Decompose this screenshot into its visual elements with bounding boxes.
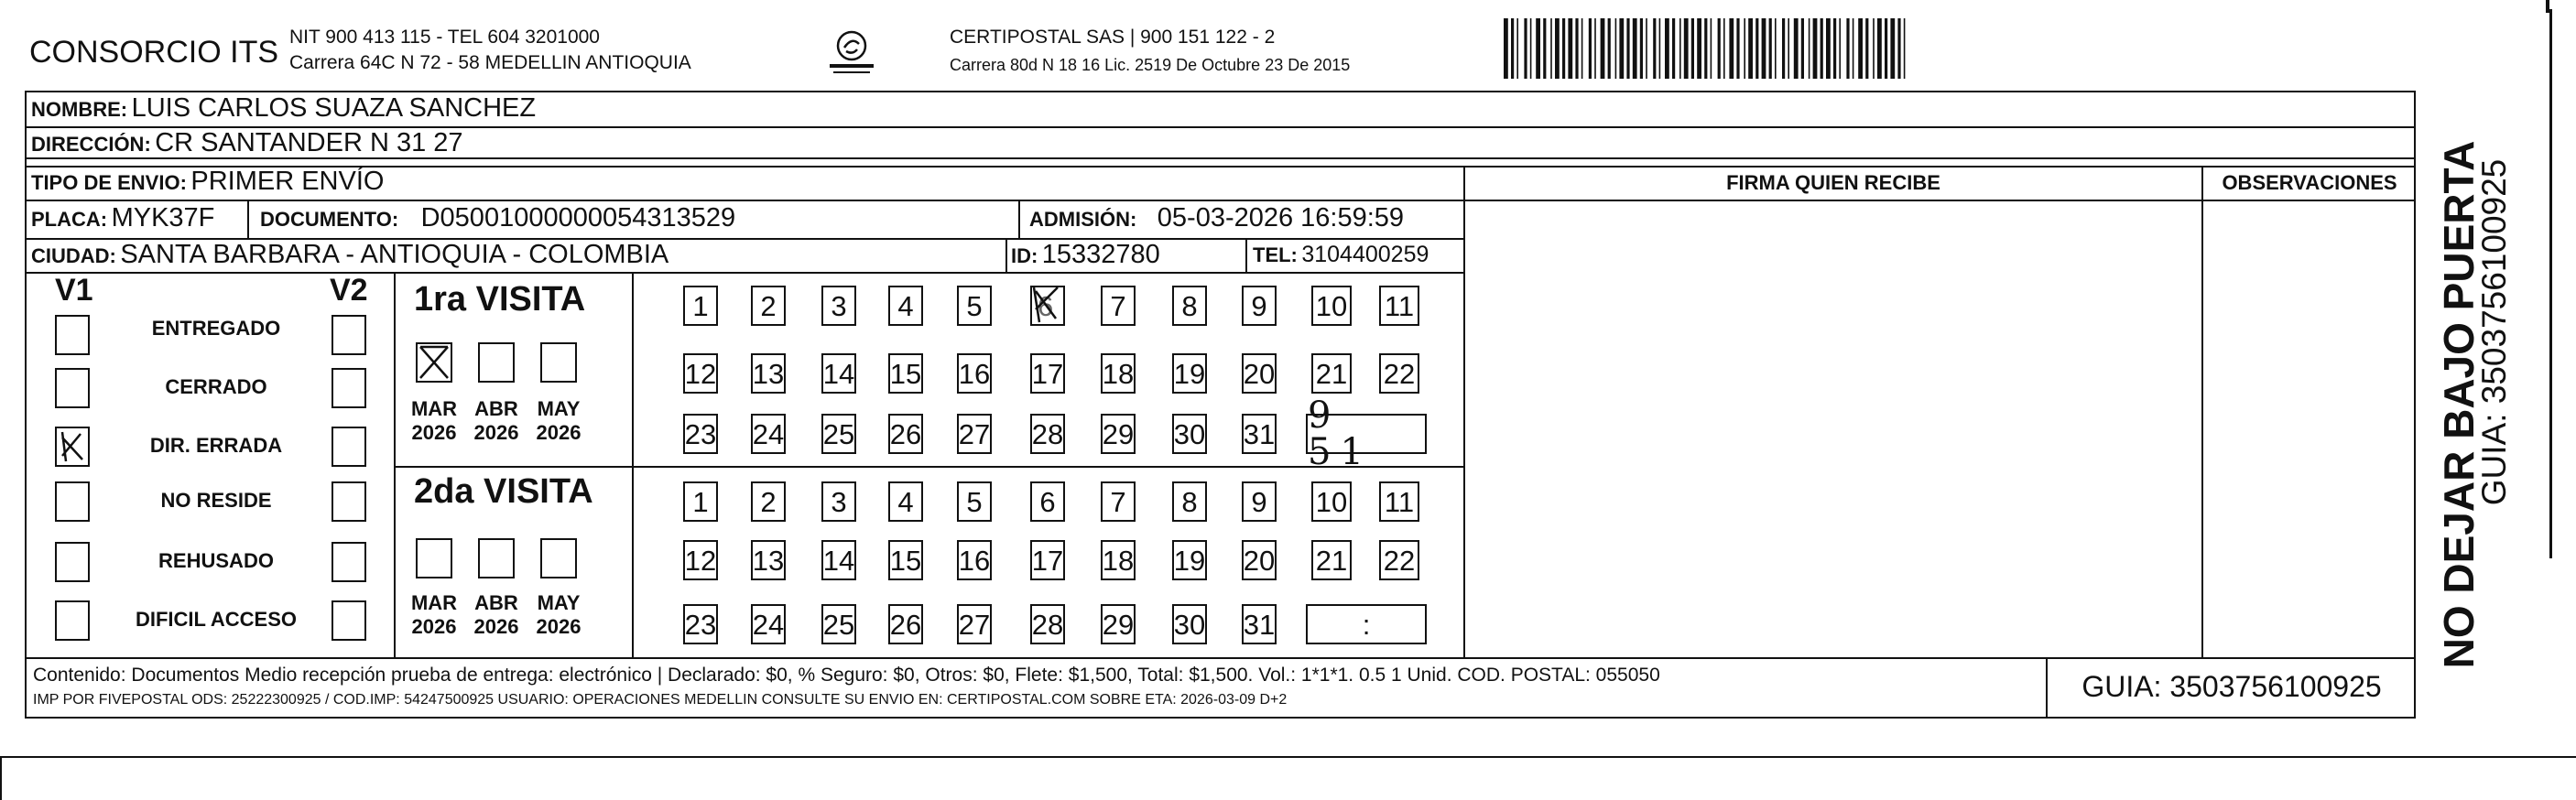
nombre-value: LUIS CARLOS SUAZA SANCHEZ	[131, 93, 537, 123]
v2-label: V2	[330, 273, 368, 308]
status-label: ENTREGADO	[151, 317, 281, 340]
divider	[247, 201, 249, 238]
v1-label: V1	[55, 273, 93, 308]
day-box[interactable]	[888, 540, 923, 580]
barcode-bar	[1877, 18, 1882, 79]
divider	[394, 273, 396, 657]
day-box[interactable]	[1172, 481, 1207, 522]
time-value: 9 51	[1308, 395, 1373, 473]
day-box[interactable]	[1030, 286, 1065, 326]
day-box[interactable]	[888, 414, 923, 454]
barcode-bar	[1826, 18, 1831, 79]
day-box[interactable]	[1101, 353, 1136, 394]
barcode-bar	[1524, 18, 1527, 79]
divider	[1005, 240, 1007, 273]
day-number: 2	[760, 289, 777, 322]
barcode-bar	[1619, 18, 1624, 79]
month-name: MAY	[537, 591, 581, 614]
day-box[interactable]	[888, 286, 923, 326]
barcode-bar	[1640, 18, 1643, 79]
day-box[interactable]	[821, 481, 856, 522]
day-number: 28	[1031, 608, 1064, 641]
day-number: 24	[752, 608, 785, 641]
barcode-bar	[1562, 18, 1565, 79]
status-v2-checkbox[interactable]	[332, 600, 366, 641]
barcode-bar	[1511, 18, 1514, 79]
day-number: 7	[1110, 485, 1126, 518]
day-number: 31	[1243, 417, 1276, 450]
barcode-bar	[1839, 18, 1841, 79]
divider	[25, 657, 2416, 659]
day-number: 25	[822, 608, 855, 641]
day-box[interactable]	[683, 353, 718, 394]
day-box[interactable]	[888, 604, 923, 644]
no-dejar-text: NO DEJAR BAJO PUERTA	[2435, 140, 2483, 669]
status-label: DIFICIL ACCESO	[135, 608, 297, 631]
barcode-bar	[1646, 18, 1647, 79]
day-box[interactable]	[683, 414, 718, 454]
placa-label: PLACA:	[31, 208, 108, 231]
day-box[interactable]	[957, 540, 992, 580]
nombre-row	[31, 93, 536, 124]
status-v2-checkbox[interactable]	[332, 315, 366, 355]
month-checkbox[interactable]	[416, 342, 452, 383]
day-number: 23	[684, 417, 717, 450]
barcode-bar	[1885, 18, 1887, 79]
day-box[interactable]	[1030, 481, 1065, 522]
page-bottom-border	[0, 756, 2576, 758]
barcode-bar	[1691, 18, 1694, 79]
day-number: 3	[831, 289, 847, 322]
status-v1-checkbox[interactable]	[55, 481, 90, 522]
day-number: 13	[752, 544, 785, 577]
day-box[interactable]	[821, 353, 856, 394]
barcode-bar	[1594, 18, 1596, 79]
day-number: 23	[684, 608, 717, 641]
barcode-bar	[1873, 18, 1875, 79]
barcode-bar	[1897, 18, 1900, 79]
day-box[interactable]	[1311, 286, 1352, 326]
day-number: 26	[889, 417, 922, 450]
barcode	[1502, 18, 1907, 79]
day-box[interactable]	[957, 604, 992, 644]
day-number: 11	[1384, 289, 1415, 322]
day-box[interactable]	[1242, 286, 1277, 326]
day-number: 30	[1173, 417, 1206, 450]
day-number: 11	[1384, 485, 1415, 518]
divider	[2201, 166, 2203, 658]
barcode-bar	[1809, 18, 1810, 79]
status-v2-checkbox[interactable]	[332, 542, 366, 582]
day-number: 15	[889, 544, 922, 577]
day-box[interactable]	[821, 414, 856, 454]
month-year: 2026	[536, 615, 582, 638]
day-number: 14	[822, 544, 855, 577]
barcode-bar	[1821, 18, 1823, 79]
id-value: 15332780	[1041, 240, 1160, 269]
tel-label: TEL:	[1253, 243, 1298, 266]
barcode-bar	[1568, 18, 1572, 79]
status-v2-checkbox[interactable]	[332, 427, 366, 467]
month-label	[407, 397, 462, 445]
barcode-bar	[1536, 18, 1540, 79]
day-box[interactable]	[888, 353, 923, 394]
day-number: 13	[752, 357, 785, 390]
status-v2-checkbox[interactable]	[332, 481, 366, 522]
month-year: 2026	[536, 421, 582, 444]
day-number: 22	[1383, 544, 1416, 577]
month-name: ABR	[474, 591, 518, 614]
status-v1-checkbox[interactable]	[55, 427, 90, 467]
month-label	[469, 591, 524, 639]
nombre-label: NOMBRE:	[31, 98, 128, 121]
firma-header: FIRMA QUIEN RECIBE	[1726, 171, 1940, 194]
month-name: ABR	[474, 397, 518, 420]
month-checkbox[interactable]	[540, 538, 577, 578]
day-box[interactable]	[1030, 604, 1065, 644]
day-box[interactable]	[683, 286, 718, 326]
barcode-bar	[1659, 18, 1661, 79]
day-number: 28	[1031, 417, 1064, 450]
month-name: MAR	[410, 397, 458, 420]
day-number: 16	[958, 357, 991, 390]
time-field[interactable]	[1306, 604, 1427, 644]
month-label	[531, 591, 586, 639]
divider	[1465, 200, 2416, 201]
divider	[1245, 240, 1247, 273]
day-number: 30	[1173, 608, 1206, 641]
day-number: 21	[1315, 544, 1348, 577]
day-number: 31	[1243, 608, 1276, 641]
day-number: 5	[966, 485, 983, 518]
day-number: 18	[1102, 544, 1135, 577]
status-label: REHUSADO	[158, 549, 274, 572]
barcode-bar	[1762, 18, 1766, 79]
observaciones-header: OBSERVACIONES	[2222, 171, 2397, 194]
day-number: 25	[822, 417, 855, 450]
barcode-bar	[1653, 18, 1656, 79]
barcode-bar	[1530, 18, 1532, 79]
barcode-bar	[1769, 18, 1772, 79]
documento-label: DOCUMENTO:	[260, 208, 399, 231]
day-number: 20	[1243, 357, 1276, 390]
barcode-bar	[1748, 18, 1753, 79]
status-v1-checkbox[interactable]	[55, 542, 90, 582]
day-number: 7	[1110, 289, 1126, 322]
day-number: 12	[684, 544, 717, 577]
day-box[interactable]	[1172, 540, 1207, 580]
month-checkbox[interactable]	[416, 538, 452, 578]
barcode-bar	[1904, 18, 1906, 79]
day-box[interactable]	[683, 604, 718, 644]
tel-value: 3104400259	[1301, 242, 1429, 267]
day-box[interactable]	[1242, 414, 1277, 454]
day-number: 27	[958, 417, 991, 450]
month-label	[531, 397, 586, 445]
status-v1-checkbox[interactable]	[55, 315, 90, 355]
day-number: 27	[958, 608, 991, 641]
status-v1-checkbox[interactable]	[55, 600, 90, 641]
barcode-bar	[1589, 18, 1592, 79]
tel-row	[1253, 242, 1429, 268]
month-year: 2026	[473, 421, 519, 444]
footer-contenido: Contenido: Documentos Medio recepción prueba de entrega: electrónico | Declarado: $0, % Seguro: $0, Otros: $0, Flete: $1,500, Total: $1,500. Vol.: 1*1*1. 0.5 1 Unid. COD. POSTAL: 055050	[33, 665, 1660, 686]
day-number: 10	[1315, 485, 1348, 518]
time-field[interactable]	[1306, 395, 1427, 473]
day-box[interactable]	[1172, 286, 1207, 326]
day-box[interactable]	[1311, 481, 1352, 522]
day-number: 17	[1031, 544, 1064, 577]
day-number: 19	[1173, 357, 1206, 390]
barcode-bar	[1755, 18, 1758, 79]
admision-value: 05-03-2026 16:59:59	[1157, 203, 1405, 232]
day-number: 20	[1243, 544, 1276, 577]
day-number: 16	[958, 544, 991, 577]
barcode-bar	[1788, 18, 1789, 79]
admision-row	[1029, 203, 1404, 233]
barcode-bar	[1711, 18, 1712, 79]
ciudad-value: SANTA BARBARA - ANTIOQUIA - COLOMBIA	[120, 240, 669, 269]
day-number: 8	[1181, 289, 1198, 322]
direccion-value: CR SANTANDER N 31 27	[155, 128, 463, 157]
day-box[interactable]	[1242, 604, 1277, 644]
month-checkbox[interactable]	[478, 342, 515, 383]
carrier-name: CERTIPOSTAL SAS | 900 151 122 - 2	[950, 27, 1276, 48]
day-box[interactable]	[1101, 481, 1136, 522]
barcode-bar	[1626, 18, 1629, 79]
day-box[interactable]	[1379, 540, 1419, 580]
day-box[interactable]	[1101, 604, 1136, 644]
id-row	[1011, 240, 1160, 270]
divider	[394, 466, 1463, 468]
status-v1-checkbox[interactable]	[55, 368, 90, 408]
certipostal-logo	[824, 27, 879, 79]
day-number: 17	[1031, 357, 1064, 390]
barcode-bar	[1516, 18, 1518, 79]
divider	[1463, 166, 1465, 658]
barcode-bar	[1794, 18, 1799, 79]
barcode-bar	[1833, 18, 1836, 79]
day-box[interactable]	[751, 414, 786, 454]
day-box[interactable]	[821, 286, 856, 326]
day-box[interactable]	[751, 604, 786, 644]
barcode-bar	[1782, 18, 1785, 79]
day-box[interactable]	[751, 540, 786, 580]
barcode-bar	[1890, 18, 1895, 79]
divider	[1018, 201, 1020, 238]
footer-guia: GUIA: 3503756100925	[2081, 670, 2382, 703]
day-number: 9	[1251, 485, 1267, 518]
barcode-bar	[1736, 18, 1739, 79]
barcode-bar	[1543, 18, 1546, 79]
day-box[interactable]	[1379, 286, 1419, 326]
barcode-bar	[1704, 18, 1707, 79]
ciudad-label: CIUDAD:	[31, 244, 116, 267]
barcode-bar	[1801, 18, 1804, 79]
day-number: 15	[889, 357, 922, 390]
barcode-bar	[1665, 18, 1669, 79]
month-label	[469, 397, 524, 445]
day-box[interactable]	[1030, 414, 1065, 454]
visita2-title: 2da VISITA	[414, 472, 593, 511]
month-year: 2026	[411, 421, 457, 444]
direccion-row	[31, 128, 463, 158]
barcode-bar	[1729, 18, 1734, 79]
day-number: 14	[822, 357, 855, 390]
day-number: 4	[897, 289, 914, 322]
day-box[interactable]	[751, 353, 786, 394]
barcode-bar	[1813, 18, 1818, 79]
day-number: 18	[1102, 357, 1135, 390]
barcode-bar	[1504, 18, 1508, 79]
barcode-bar	[1575, 18, 1578, 79]
day-box[interactable]	[821, 540, 856, 580]
footer-imp: IMP POR FIVEPOSTAL ODS: 25222300925 / COD.IMP: 54247500925 USUARIO: OPERACIONES MEDELLIN CONSULTE SU ENVIO EN: CERTIPOSTAL.COM SOBRE ETA: 2026-03-09 D+2	[33, 692, 1288, 708]
divider	[632, 273, 634, 657]
barcode-bar	[1684, 18, 1689, 79]
day-box[interactable]	[1311, 540, 1352, 580]
day-number: 6	[1038, 290, 1054, 322]
status-v2-checkbox[interactable]	[332, 368, 366, 408]
day-box[interactable]	[957, 414, 992, 454]
month-name: MAR	[410, 591, 458, 614]
barcode-bar	[1718, 18, 1721, 79]
barcode-bar	[1608, 18, 1611, 79]
day-number: 22	[1383, 357, 1416, 390]
day-number: 3	[831, 485, 847, 518]
day-box[interactable]	[821, 604, 856, 644]
side-text	[2422, 110, 2541, 669]
day-box[interactable]	[1379, 481, 1419, 522]
day-box[interactable]	[1172, 604, 1207, 644]
barcode-bar	[1633, 18, 1637, 79]
placa-row	[31, 203, 214, 233]
divider	[25, 272, 1464, 274]
barcode-bar	[1744, 18, 1745, 79]
id-label: ID:	[1011, 244, 1038, 267]
day-box[interactable]	[888, 481, 923, 522]
day-box[interactable]	[1311, 353, 1352, 394]
placa-value: MYK37F	[111, 203, 215, 232]
company-nit: NIT 900 413 115 - TEL 604 3201000	[289, 27, 600, 48]
day-number: 2	[760, 485, 777, 518]
day-box[interactable]	[957, 353, 992, 394]
barcode-bar	[1581, 18, 1583, 79]
barcode-bar	[1775, 18, 1777, 79]
day-number: 29	[1102, 608, 1135, 641]
day-number: 8	[1181, 485, 1198, 518]
month-year: 2026	[411, 615, 457, 638]
day-box[interactable]	[1242, 353, 1277, 394]
day-number: 5	[966, 289, 983, 322]
barcode-bar	[1858, 18, 1863, 79]
barcode-bar	[1555, 18, 1560, 79]
direccion-label: DIRECCIÓN:	[31, 133, 151, 156]
day-number: 4	[897, 485, 914, 518]
side-guia-text: GUIA: 3503756100925	[2475, 158, 2513, 506]
day-box[interactable]	[1379, 353, 1419, 394]
day-number: 9	[1251, 289, 1267, 322]
month-checkbox[interactable]	[540, 342, 577, 383]
day-number: 24	[752, 417, 785, 450]
tipo-label: TIPO DE ENVIO:	[31, 171, 187, 194]
day-number: 26	[889, 608, 922, 641]
barcode-bar	[1846, 18, 1849, 79]
day-box[interactable]	[957, 481, 992, 522]
status-label: NO RESIDE	[160, 489, 272, 512]
barcode-bar	[1853, 18, 1854, 79]
barcode-bar	[1723, 18, 1725, 79]
month-checkbox[interactable]	[478, 538, 515, 578]
day-number: 10	[1315, 289, 1348, 322]
day-box[interactable]	[683, 540, 718, 580]
documento-value: D05001000000054313529	[420, 203, 736, 232]
month-year: 2026	[473, 615, 519, 638]
barcode-bar	[1601, 18, 1605, 79]
tipo-value: PRIMER ENVÍO	[190, 167, 385, 196]
month-name: MAY	[537, 397, 581, 420]
day-number: 29	[1102, 417, 1135, 450]
company-address: Carrera 64C N 72 - 58 MEDELLIN ANTIOQUIA	[289, 52, 691, 73]
barcode-bar	[1672, 18, 1675, 79]
barcode-bar	[1865, 18, 1868, 79]
month-label	[407, 591, 462, 639]
status-label: DIR. ERRADA	[149, 434, 283, 457]
day-box[interactable]	[1101, 540, 1136, 580]
barcode-bar	[1550, 18, 1552, 79]
day-box[interactable]	[1101, 414, 1136, 454]
barcode-bar	[1615, 18, 1617, 79]
day-box[interactable]	[1242, 481, 1277, 522]
page-left-border	[0, 756, 2, 800]
tipo-row	[31, 167, 384, 197]
admision-label: ADMISIÓN:	[1029, 208, 1137, 231]
day-number: 21	[1315, 357, 1348, 390]
day-number: 1	[692, 289, 709, 322]
day-number: 19	[1173, 544, 1206, 577]
day-box[interactable]	[751, 286, 786, 326]
day-box[interactable]	[1030, 540, 1065, 580]
day-box[interactable]	[1101, 286, 1136, 326]
company-name: CONSORCIO ITS	[29, 35, 279, 70]
time-value: :	[1362, 608, 1371, 641]
day-box[interactable]	[1172, 414, 1207, 454]
day-number: 6	[1039, 485, 1056, 518]
ciudad-row	[31, 240, 668, 270]
documento-row	[260, 203, 735, 233]
day-box[interactable]	[751, 481, 786, 522]
day-number: 12	[684, 357, 717, 390]
day-mark	[1030, 284, 1065, 324]
status-label: CERRADO	[165, 375, 267, 398]
day-box[interactable]	[1242, 540, 1277, 580]
day-number: 1	[692, 485, 709, 518]
day-box[interactable]	[1172, 353, 1207, 394]
visita1-title: 1ra VISITA	[414, 280, 586, 319]
day-box[interactable]	[683, 481, 718, 522]
divider	[25, 200, 1464, 201]
right-edge	[2549, 9, 2552, 558]
day-box[interactable]	[957, 286, 992, 326]
carrier-address: Carrera 80d N 18 16 Lic. 2519 De Octubre 23 De 2015	[950, 56, 1351, 74]
barcode-bar	[1697, 18, 1701, 79]
barcode-bar	[1679, 18, 1681, 79]
day-box[interactable]	[1030, 353, 1065, 394]
